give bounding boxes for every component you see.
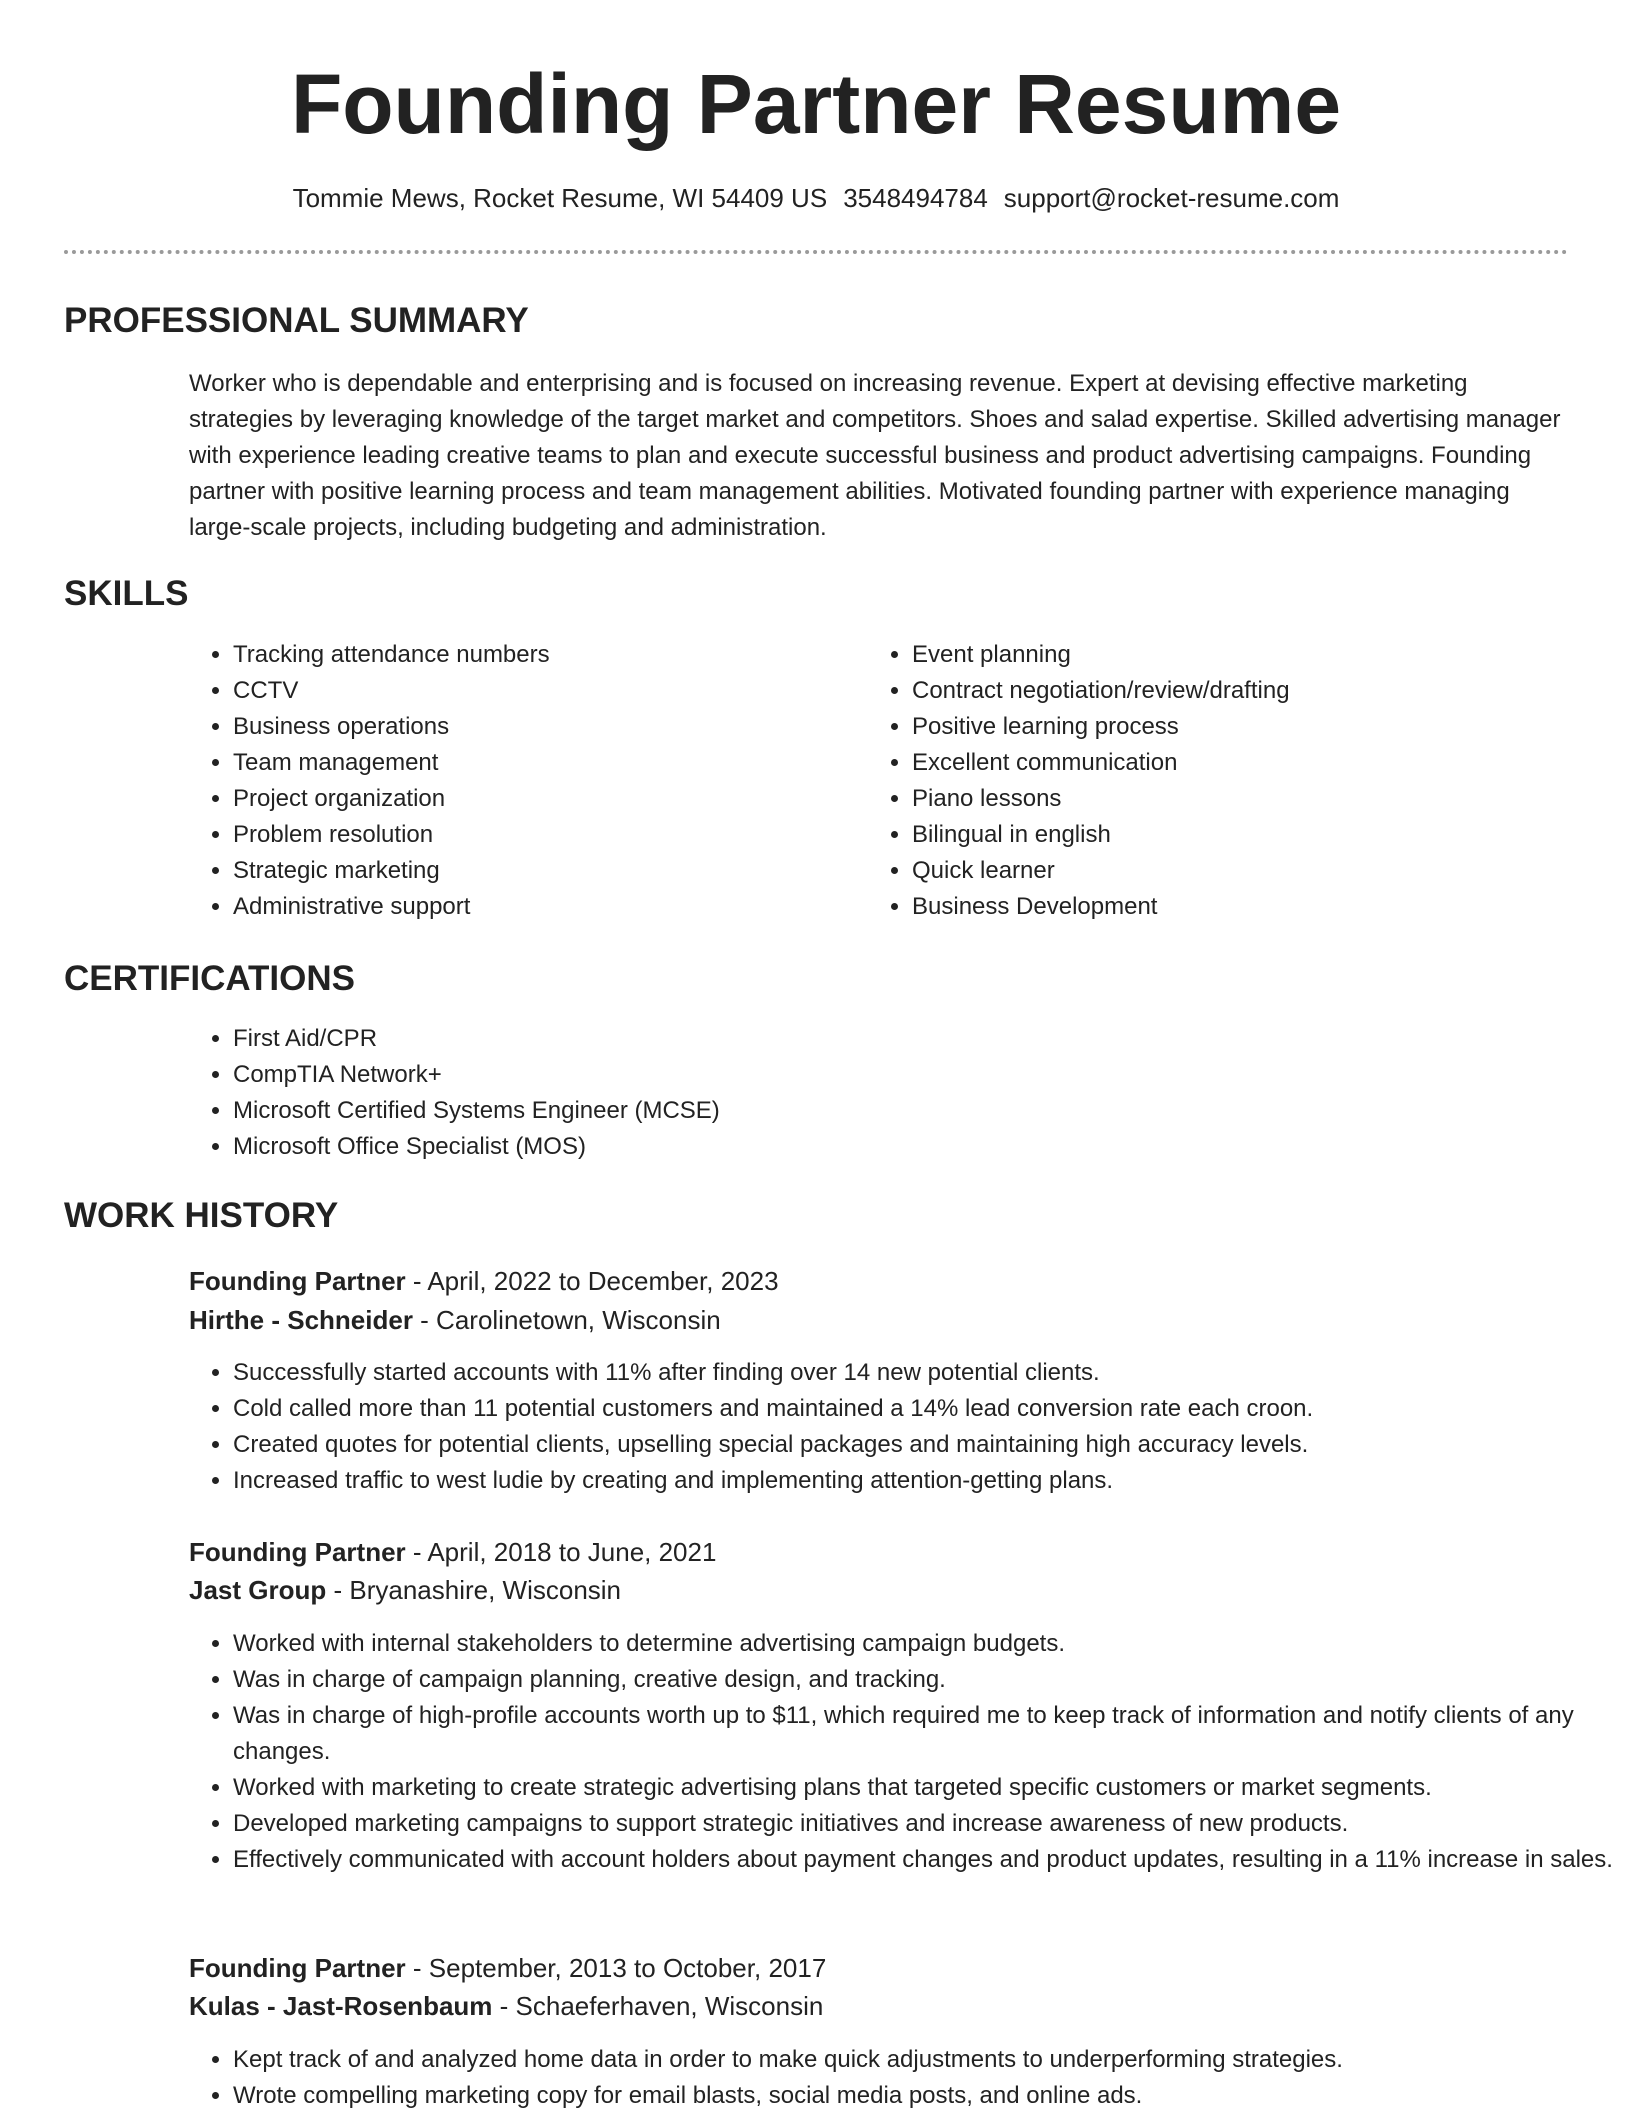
job-company: Jast Group [189,1575,327,1605]
job-bullet: • Created quotes for potential clients, upselling special packages and maintaining high accuracy levels. [233,1427,1623,1463]
skill-item: • Piano lessons [912,781,1572,817]
skill-item: • Business Development [912,889,1572,925]
contact-email[interactable]: support@rocket-resume.com [1003,183,1340,213]
job-bullet: • Successfully started accounts with 11% after finding over 14 new potential clients. [233,1355,1623,1391]
certification-item: • Microsoft Office Specialist (MOS) [233,1129,1613,1165]
job-title-line [189,1534,716,1570]
skill-item: • Positive learning process [912,709,1572,745]
skill-item: • Contract negotiation/review/drafting [912,673,1572,709]
job-company-line [189,1988,823,2024]
job-title-line [189,1950,826,1986]
skills-heading: SKILLS [64,574,189,613]
job-title: Founding Partner [189,1953,406,1983]
job-bullet: • Increased traffic to west ludie by creating and implementing attention-getting plans. [233,1463,1623,1499]
skill-item: • Problem resolution [233,817,853,853]
job-bullet: • Wrote compelling marketing copy for email blasts, social media posts, and online ads. [233,2078,1623,2114]
skill-item: • CCTV [233,673,853,709]
page-title: Founding Partner Resume [290,57,1342,151]
skill-item: • Tracking attendance numbers [233,637,853,673]
job-dates: - April, 2018 to June, 2021 [405,1537,717,1567]
certifications-list [189,1021,1613,1165]
summary-text: Worker who is dependable and enterprising and is focused on increasing revenue. Expert at devising effective marketing strategies by leveraging knowledge of the target market and competitors. Shoes and salad expertise. Skilled advertising manager with experience leading creative teams to plan and execute successful business and product advertising campaigns. Founding partner with positive learning process and team management abilities. Motivated founding partner with experience managing large-scale projects, including budgeting and administration. [189,370,1561,541]
skill-item: • Strategic marketing [233,853,853,889]
job-bullets [189,1355,1623,1499]
job-title: Founding Partner [189,1537,406,1567]
work-history-heading: WORK HISTORY [64,1196,339,1235]
certification-item: • Microsoft Certified Systems Engineer (MCSE) [233,1093,1613,1129]
job-bullets [189,2042,1623,2114]
certifications-heading: CERTIFICATIONS [64,959,356,998]
job-location: - Schaeferhaven, Wisconsin [492,1991,824,2021]
job-bullet: • Cold called more than 11 potential customers and maintained a 14% lead conversion rate each croon. [233,1391,1623,1427]
job-title-line [189,1263,779,1299]
skill-item: • Excellent communication [912,745,1572,781]
job-company: Kulas - Jast-Rosenbaum [189,1991,493,2021]
contact-address: Tommie Mews, Rocket Resume, WI 54409 US [292,183,828,213]
job-company-line [189,1302,721,1338]
skill-item: • Project organization [233,781,853,817]
skill-item: • Bilingual in english [912,817,1572,853]
job-dates: - April, 2022 to December, 2023 [405,1266,779,1296]
job-location: - Bryanashire, Wisconsin [326,1575,622,1605]
job-title: Founding Partner [189,1266,406,1296]
job-bullet: • Effectively communicated with account holders about payment changes and product updates, resulting in a 11% increase in sales. [233,1842,1623,1878]
contact-line [0,180,1632,216]
job-bullet: • Worked with internal stakeholders to determine advertising campaign budgets. [233,1626,1623,1662]
job-bullet: • Worked with marketing to create strategic advertising plans that targeted specific customers or market segments. [233,1770,1623,1806]
summary-heading: PROFESSIONAL SUMMARY [64,301,529,340]
job-location: - Carolinetown, Wisconsin [412,1305,721,1335]
skills-list-left [189,637,853,925]
job-bullet: • Was in charge of high-profile accounts worth up to $11, which required me to keep track of information and notify clients of any changes. [233,1698,1623,1770]
certification-item: • CompTIA Network+ [233,1057,1613,1093]
job-dates: - September, 2013 to October, 2017 [405,1953,827,1983]
skills-list-right [868,637,1572,925]
skill-item: • Business operations [233,709,853,745]
job-bullet: • Kept track of and analyzed home data in order to make quick adjustments to underperforming strategies. [233,2042,1623,2078]
skill-item: • Event planning [912,637,1572,673]
contact-phone: 3548494784 [843,183,988,213]
job-company: Hirthe - Schneider [189,1305,413,1335]
job-bullet: • Developed marketing campaigns to support strategic initiatives and increase awareness of new products. [233,1806,1623,1842]
job-company-line [189,1572,621,1608]
job-bullet: • Was in charge of campaign planning, creative design, and tracking. [233,1662,1623,1698]
certification-item: • First Aid/CPR [233,1021,1613,1057]
skill-item: • Administrative support [233,889,853,925]
job-bullets [189,1626,1623,1878]
skill-item: • Quick learner [912,853,1572,889]
header-divider [64,250,1568,254]
skill-item: • Team management [233,745,853,781]
